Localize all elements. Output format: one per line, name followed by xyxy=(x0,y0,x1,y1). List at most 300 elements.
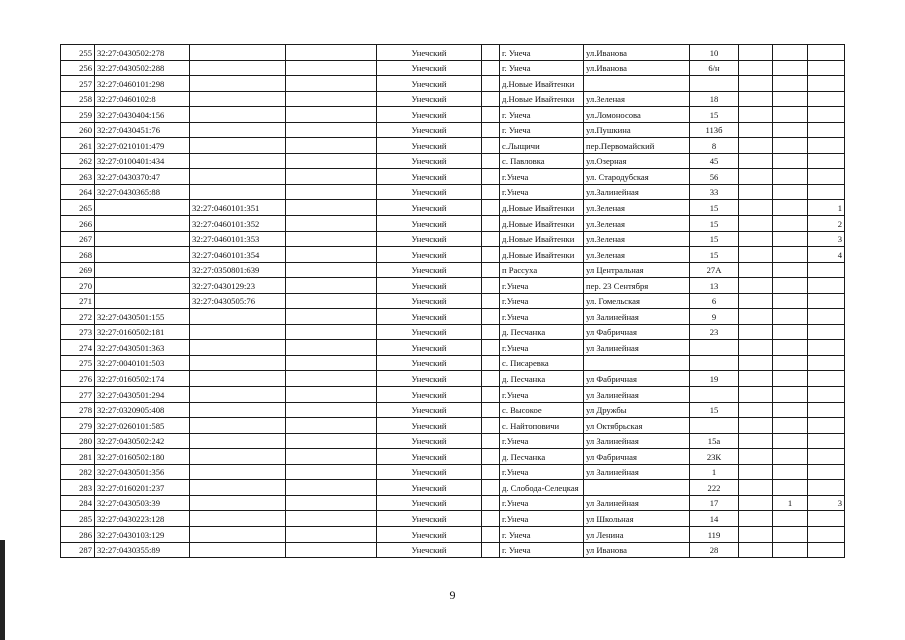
extra-cell-b xyxy=(773,262,808,278)
street-cell: ул Залинейная xyxy=(584,340,690,356)
cadastral-number-secondary xyxy=(190,76,286,92)
empty-cell xyxy=(286,464,377,480)
extra-cell-c: 1 xyxy=(808,200,845,216)
house-number-cell: 15 xyxy=(690,216,739,232)
house-number-cell: 10 xyxy=(690,45,739,61)
extra-cell-c: 4 xyxy=(808,247,845,263)
extra-cell-b xyxy=(773,60,808,76)
extra-cell-c xyxy=(808,309,845,325)
district-cell: Унечский xyxy=(377,278,482,294)
district-cell: Унечский xyxy=(377,309,482,325)
district-cell: Унечский xyxy=(377,169,482,185)
district-cell: Унечский xyxy=(377,542,482,558)
table-row xyxy=(61,122,845,138)
cadastral-number-secondary xyxy=(190,122,286,138)
extra-cell-c xyxy=(808,262,845,278)
extra-cell-c: 3 xyxy=(808,231,845,247)
narrow-cell xyxy=(482,511,500,527)
cadastral-number xyxy=(95,247,190,263)
table-row xyxy=(61,340,845,356)
district-cell: Унечский xyxy=(377,495,482,511)
empty-cell xyxy=(286,138,377,154)
house-number-cell: 19 xyxy=(690,371,739,387)
extra-cell-a xyxy=(739,324,773,340)
table-row xyxy=(61,184,845,200)
district-cell: Унечский xyxy=(377,200,482,216)
table-row xyxy=(61,262,845,278)
row-number: 274 xyxy=(61,340,95,356)
house-number-cell: 113б xyxy=(690,122,739,138)
street-cell: ул Иванова xyxy=(584,542,690,558)
extra-cell-a xyxy=(739,402,773,418)
district-cell: Унечский xyxy=(377,60,482,76)
extra-cell-a xyxy=(739,340,773,356)
cadastral-number-secondary xyxy=(190,511,286,527)
narrow-cell xyxy=(482,153,500,169)
cadastral-number-secondary xyxy=(190,91,286,107)
cadastral-number xyxy=(95,278,190,294)
table-row xyxy=(61,418,845,434)
extra-cell-a xyxy=(739,153,773,169)
empty-cell xyxy=(286,495,377,511)
house-number-cell: 8 xyxy=(690,138,739,154)
empty-cell xyxy=(286,324,377,340)
extra-cell-a xyxy=(739,480,773,496)
extra-cell-b xyxy=(773,153,808,169)
extra-cell-c xyxy=(808,464,845,480)
narrow-cell xyxy=(482,293,500,309)
cadastral-number: 32:27:0430502:288 xyxy=(95,60,190,76)
locality-cell: г.Унеча xyxy=(500,464,584,480)
cadastral-number: 32:27:0430503:39 xyxy=(95,495,190,511)
house-number-cell xyxy=(690,418,739,434)
extra-cell-c xyxy=(808,371,845,387)
locality-cell: г.Унеча xyxy=(500,433,584,449)
narrow-cell xyxy=(482,184,500,200)
locality-cell: с.Лыщичи xyxy=(500,138,584,154)
extra-cell-b xyxy=(773,464,808,480)
extra-cell-b xyxy=(773,324,808,340)
extra-cell-a xyxy=(739,387,773,403)
locality-cell: г.Унеча xyxy=(500,340,584,356)
narrow-cell xyxy=(482,200,500,216)
narrow-cell xyxy=(482,309,500,325)
street-cell: ул.Иванова xyxy=(584,60,690,76)
extra-cell-c xyxy=(808,184,845,200)
row-number: 273 xyxy=(61,324,95,340)
narrow-cell xyxy=(482,262,500,278)
cadastral-number-secondary: 32:27:0350801:639 xyxy=(190,262,286,278)
cadastral-number: 32:27:0160502:174 xyxy=(95,371,190,387)
locality-cell: г. Унеча xyxy=(500,122,584,138)
row-number: 281 xyxy=(61,449,95,465)
narrow-cell xyxy=(482,107,500,123)
table-row xyxy=(61,45,845,61)
cadastral-number-secondary: 32:27:0430129:23 xyxy=(190,278,286,294)
street-cell: ул Школьная xyxy=(584,511,690,527)
district-cell: Унечский xyxy=(377,138,482,154)
row-number: 272 xyxy=(61,309,95,325)
extra-cell-a xyxy=(739,293,773,309)
extra-cell-b xyxy=(773,184,808,200)
narrow-cell xyxy=(482,495,500,511)
narrow-cell xyxy=(482,371,500,387)
locality-cell: д. Песчанка xyxy=(500,371,584,387)
empty-cell xyxy=(286,184,377,200)
extra-cell-a xyxy=(739,247,773,263)
street-cell xyxy=(584,480,690,496)
locality-cell: д.Новые Ивайтенки xyxy=(500,216,584,232)
extra-cell-b xyxy=(773,340,808,356)
district-cell: Унечский xyxy=(377,449,482,465)
locality-cell: г. Унеча xyxy=(500,542,584,558)
house-number-cell: 45 xyxy=(690,153,739,169)
table-row xyxy=(61,169,845,185)
extra-cell-c xyxy=(808,60,845,76)
empty-cell xyxy=(286,542,377,558)
extra-cell-b xyxy=(773,418,808,434)
cadastral-number-secondary xyxy=(190,371,286,387)
cadastral-number-secondary xyxy=(190,355,286,371)
row-number: 271 xyxy=(61,293,95,309)
row-number: 285 xyxy=(61,511,95,527)
row-number: 262 xyxy=(61,153,95,169)
cadastral-number: 32:27:0430501:294 xyxy=(95,387,190,403)
cadastral-number: 32:27:0460102:8 xyxy=(95,91,190,107)
extra-cell-b xyxy=(773,107,808,123)
street-cell: ул Октябрьская xyxy=(584,418,690,434)
street-cell: ул.Зеленая xyxy=(584,247,690,263)
extra-cell-b: 1 xyxy=(773,495,808,511)
extra-cell-c xyxy=(808,542,845,558)
extra-cell-a xyxy=(739,464,773,480)
cadastral-number xyxy=(95,216,190,232)
empty-cell xyxy=(286,293,377,309)
extra-cell-c xyxy=(808,138,845,154)
house-number-cell: 15 xyxy=(690,107,739,123)
locality-cell: с. Высокое xyxy=(500,402,584,418)
street-cell: ул.Иванова xyxy=(584,45,690,61)
house-number-cell: 15 xyxy=(690,200,739,216)
locality-cell: г.Унеча xyxy=(500,309,584,325)
house-number-cell xyxy=(690,387,739,403)
cadastral-number xyxy=(95,262,190,278)
extra-cell-b xyxy=(773,278,808,294)
empty-cell xyxy=(286,278,377,294)
street-cell: ул.Зеленая xyxy=(584,200,690,216)
cadastral-number: 32:27:0430451:76 xyxy=(95,122,190,138)
table-row xyxy=(61,60,845,76)
cadastral-number: 32:27:0430502:278 xyxy=(95,45,190,61)
extra-cell-b xyxy=(773,309,808,325)
row-number: 275 xyxy=(61,355,95,371)
cadastral-number: 32:27:0430501:155 xyxy=(95,309,190,325)
extra-cell-b xyxy=(773,480,808,496)
cadastral-number: 32:27:0260101:585 xyxy=(95,418,190,434)
row-number: 280 xyxy=(61,433,95,449)
table-row xyxy=(61,91,845,107)
row-number: 255 xyxy=(61,45,95,61)
extra-cell-c xyxy=(808,433,845,449)
locality-cell: с. Найтоповичи xyxy=(500,418,584,434)
extra-cell-c xyxy=(808,293,845,309)
empty-cell xyxy=(286,60,377,76)
narrow-cell xyxy=(482,247,500,263)
narrow-cell xyxy=(482,216,500,232)
district-cell: Унечский xyxy=(377,402,482,418)
cadastral-number-secondary: 32:27:0430505:76 xyxy=(190,293,286,309)
house-number-cell: 1 xyxy=(690,464,739,480)
row-number: 270 xyxy=(61,278,95,294)
extra-cell-c xyxy=(808,526,845,542)
cadastral-number-secondary xyxy=(190,449,286,465)
row-number: 256 xyxy=(61,60,95,76)
cadastral-number: 32:27:0320905:408 xyxy=(95,402,190,418)
locality-cell: д.Новые Ивайтенки xyxy=(500,76,584,92)
locality-cell: д.Новые Ивайтенки xyxy=(500,91,584,107)
locality-cell: г. Унеча xyxy=(500,60,584,76)
locality-cell: г.Унеча xyxy=(500,169,584,185)
cadastral-number-secondary xyxy=(190,184,286,200)
table-row xyxy=(61,402,845,418)
extra-cell-b xyxy=(773,122,808,138)
table-row xyxy=(61,511,845,527)
extra-cell-a xyxy=(739,60,773,76)
table-row xyxy=(61,76,845,92)
house-number-cell: 23К xyxy=(690,449,739,465)
street-cell: ул.Зеленая xyxy=(584,231,690,247)
district-cell: Унечский xyxy=(377,387,482,403)
table-row xyxy=(61,542,845,558)
extra-cell-b xyxy=(773,76,808,92)
street-cell: ул Фабричная xyxy=(584,324,690,340)
street-cell: ул Фабричная xyxy=(584,449,690,465)
street-cell: ул. Гомельская xyxy=(584,293,690,309)
street-cell: ул Залинейная xyxy=(584,464,690,480)
empty-cell xyxy=(286,231,377,247)
district-cell: Унечский xyxy=(377,216,482,232)
extra-cell-a xyxy=(739,216,773,232)
row-number: 276 xyxy=(61,371,95,387)
house-number-cell: 56 xyxy=(690,169,739,185)
empty-cell xyxy=(286,418,377,434)
extra-cell-b xyxy=(773,387,808,403)
empty-cell xyxy=(286,107,377,123)
extra-cell-c xyxy=(808,355,845,371)
extra-cell-a xyxy=(739,418,773,434)
extra-cell-b xyxy=(773,231,808,247)
cadastral-number-secondary xyxy=(190,495,286,511)
extra-cell-a xyxy=(739,231,773,247)
cadastral-number-secondary xyxy=(190,107,286,123)
district-cell: Унечский xyxy=(377,247,482,263)
cadastral-number-secondary xyxy=(190,433,286,449)
cadastral-number-secondary xyxy=(190,324,286,340)
house-number-cell: 28 xyxy=(690,542,739,558)
row-number: 265 xyxy=(61,200,95,216)
empty-cell xyxy=(286,45,377,61)
cadastral-number-secondary xyxy=(190,169,286,185)
street-cell: ул Фабричная xyxy=(584,371,690,387)
extra-cell-c xyxy=(808,76,845,92)
cadastral-number xyxy=(95,293,190,309)
locality-cell: с. Павловка xyxy=(500,153,584,169)
row-number: 258 xyxy=(61,91,95,107)
row-number: 278 xyxy=(61,402,95,418)
narrow-cell xyxy=(482,122,500,138)
house-number-cell: 222 xyxy=(690,480,739,496)
narrow-cell xyxy=(482,324,500,340)
street-cell: ул. Стародубская xyxy=(584,169,690,185)
table-row xyxy=(61,449,845,465)
district-cell: Унечский xyxy=(377,293,482,309)
district-cell: Унечский xyxy=(377,45,482,61)
street-cell: ул.Зеленая xyxy=(584,91,690,107)
extra-cell-c xyxy=(808,169,845,185)
cadastral-number-secondary xyxy=(190,542,286,558)
cadastral-number: 32:27:0160502:180 xyxy=(95,449,190,465)
street-cell: ул.Озерная xyxy=(584,153,690,169)
extra-cell-b xyxy=(773,402,808,418)
row-number: 283 xyxy=(61,480,95,496)
extra-cell-a xyxy=(739,278,773,294)
empty-cell xyxy=(286,402,377,418)
narrow-cell xyxy=(482,464,500,480)
house-number-cell xyxy=(690,340,739,356)
cadastral-number-secondary xyxy=(190,526,286,542)
cadastral-number: 32:27:0040101:503 xyxy=(95,355,190,371)
row-number: 268 xyxy=(61,247,95,263)
extra-cell-a xyxy=(739,107,773,123)
narrow-cell xyxy=(482,340,500,356)
extra-cell-c xyxy=(808,340,845,356)
cadastral-number-secondary xyxy=(190,340,286,356)
narrow-cell xyxy=(482,387,500,403)
house-number-cell: 15а xyxy=(690,433,739,449)
locality-cell: г.Унеча xyxy=(500,184,584,200)
empty-cell xyxy=(286,511,377,527)
street-cell: ул.Залинейная xyxy=(584,184,690,200)
extra-cell-a xyxy=(739,184,773,200)
extra-cell-b xyxy=(773,169,808,185)
narrow-cell xyxy=(482,418,500,434)
cadastral-number: 32:27:0430365:88 xyxy=(95,184,190,200)
district-cell: Унечский xyxy=(377,153,482,169)
row-number: 279 xyxy=(61,418,95,434)
locality-cell: г. Унеча xyxy=(500,107,584,123)
cadastral-number: 32:27:0430355:89 xyxy=(95,542,190,558)
extra-cell-a xyxy=(739,91,773,107)
street-cell: ул.Пушкина xyxy=(584,122,690,138)
table-row xyxy=(61,216,845,232)
empty-cell xyxy=(286,76,377,92)
empty-cell xyxy=(286,340,377,356)
street-cell: пер.Первомайский xyxy=(584,138,690,154)
extra-cell-a xyxy=(739,355,773,371)
extra-cell-b xyxy=(773,138,808,154)
locality-cell: д. Слобода-Селецкая xyxy=(500,480,584,496)
cadastral-number-secondary xyxy=(190,480,286,496)
locality-cell: г.Унеча xyxy=(500,293,584,309)
cadastral-number: 32:27:0430502:242 xyxy=(95,433,190,449)
table-row xyxy=(61,371,845,387)
empty-cell xyxy=(286,169,377,185)
extra-cell-b xyxy=(773,45,808,61)
narrow-cell xyxy=(482,76,500,92)
house-number-cell: 119 xyxy=(690,526,739,542)
locality-cell: д.Новые Ивайтенки xyxy=(500,200,584,216)
district-cell: Унечский xyxy=(377,76,482,92)
district-cell: Унечский xyxy=(377,340,482,356)
cadastral-number-secondary xyxy=(190,138,286,154)
cadastral-number: 32:27:0100401:434 xyxy=(95,153,190,169)
extra-cell-b xyxy=(773,91,808,107)
table-row xyxy=(61,231,845,247)
empty-cell xyxy=(286,449,377,465)
empty-cell xyxy=(286,480,377,496)
empty-cell xyxy=(286,122,377,138)
cadastral-number-secondary: 32:27:0460101:352 xyxy=(190,216,286,232)
extra-cell-c xyxy=(808,107,845,123)
row-number: 286 xyxy=(61,526,95,542)
table-row xyxy=(61,495,845,511)
cadastral-number-secondary xyxy=(190,309,286,325)
house-number-cell: 27А xyxy=(690,262,739,278)
table-row xyxy=(61,464,845,480)
extra-cell-b xyxy=(773,433,808,449)
extra-cell-c: 2 xyxy=(808,216,845,232)
district-cell: Унечский xyxy=(377,122,482,138)
narrow-cell xyxy=(482,60,500,76)
cadastral-number: 32:27:0210101:479 xyxy=(95,138,190,154)
row-number: 264 xyxy=(61,184,95,200)
table-row xyxy=(61,200,845,216)
street-cell: пер. 23 Сентября xyxy=(584,278,690,294)
district-cell: Унечский xyxy=(377,511,482,527)
table-row xyxy=(61,324,845,340)
table-row xyxy=(61,355,845,371)
locality-cell: д.Новые Ивайтенки xyxy=(500,231,584,247)
extra-cell-c xyxy=(808,480,845,496)
cadastral-number-secondary xyxy=(190,464,286,480)
locality-cell: п Рассуха xyxy=(500,262,584,278)
narrow-cell xyxy=(482,169,500,185)
empty-cell xyxy=(286,216,377,232)
extra-cell-b xyxy=(773,542,808,558)
district-cell: Унечский xyxy=(377,480,482,496)
locality-cell: г.Унеча xyxy=(500,387,584,403)
extra-cell-c xyxy=(808,122,845,138)
district-cell: Унечский xyxy=(377,418,482,434)
extra-cell-c xyxy=(808,278,845,294)
locality-cell: д.Новые Ивайтенки xyxy=(500,247,584,263)
locality-cell: д. Песчанка xyxy=(500,324,584,340)
house-number-cell: 6/н xyxy=(690,60,739,76)
street-cell: ул Залинейная xyxy=(584,387,690,403)
extra-cell-c xyxy=(808,153,845,169)
row-number: 284 xyxy=(61,495,95,511)
cadastral-number-secondary xyxy=(190,153,286,169)
empty-cell xyxy=(286,247,377,263)
cadastral-number: 32:27:0160502:181 xyxy=(95,324,190,340)
street-cell xyxy=(584,355,690,371)
empty-cell xyxy=(286,355,377,371)
empty-cell xyxy=(286,433,377,449)
narrow-cell xyxy=(482,231,500,247)
row-number: 257 xyxy=(61,76,95,92)
district-cell: Унечский xyxy=(377,526,482,542)
cadastral-number-secondary xyxy=(190,60,286,76)
